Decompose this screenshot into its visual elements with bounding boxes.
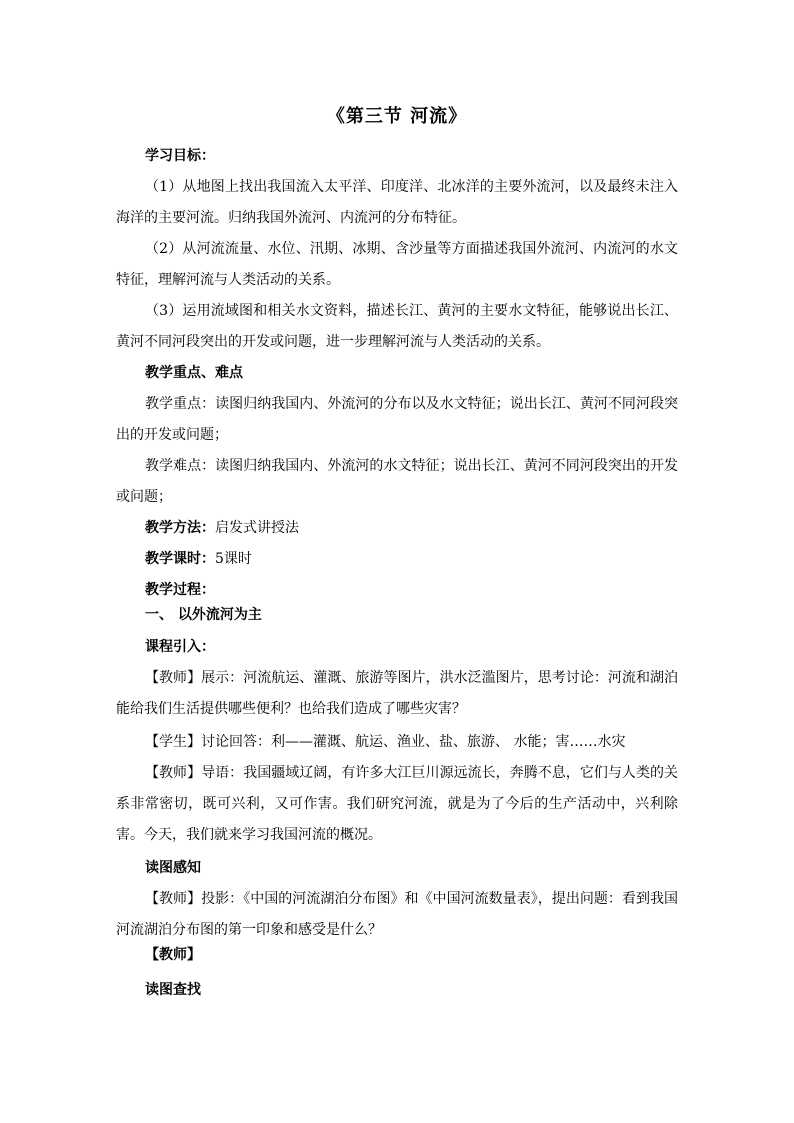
role-tag: 【教师】: [145, 670, 202, 686]
role-tag: 【教师】: [145, 765, 202, 781]
paragraph-text: 展示：河流航运、灌溉、旅游等图片，洪水泛滥图片，思考讨论：河流和湖泊能给我们生活提供哪些便利？也给我们造成了哪些灾害？: [116, 670, 678, 717]
paragraph-teacher-3: [116, 884, 678, 946]
paragraph-text: 导语：我国疆域辽阔，有许多大江巨川源远流长，奔腾不息，它们与人类的关系非常密切，既可兴利，又可作害。我们研究河流，就是为了今后的生产活动中，兴利除害。今天，我们就来学习我国河流的概况。: [116, 765, 678, 843]
teaching-difficulty: 教学难点：读图归纳我国内、外流河的水文特征；说出长江、黄河不同河段突出的开发或问题；: [116, 458, 678, 505]
teaching-hours-value: 5课时: [215, 551, 252, 567]
teaching-method-label: 教学方法：: [145, 520, 215, 536]
intro-heading: 课程引入：: [145, 639, 215, 655]
process-heading: 教学过程：: [145, 582, 215, 598]
teaching-focus: 教学重点：读图归纳我国内、外流河的分布以及水文特征；说出长江、黄河不同河段突出的开发或问题；: [116, 396, 678, 443]
paragraph-text: 讨论回答：利——灌溉、航运、渔业、盐、旅游、 水能；害……水灾: [201, 734, 626, 750]
teaching-hours: [116, 544, 678, 575]
page-title: 《第三节 河流》: [326, 106, 468, 127]
find-heading: 读图查找: [145, 982, 201, 998]
read-heading: 读图感知: [145, 860, 201, 876]
paragraph-teacher-1: [116, 663, 678, 725]
learning-goal-3: （3）运用流域图和相关水文资料，描述长江、黄河的主要水文特征，能够说出长江、黄河不同河段突出的开发或问题，进一步理解河流与人类活动的关系。: [116, 303, 678, 350]
learning-goals-heading: 学习目标：: [145, 148, 215, 164]
learning-goal-1: （1）从地图上找出我国流入太平洋、印度洋、北冰洋的主要外流河，以及最终未注入海洋的主要河流。归纳我国外流河、内流河的分布特征。: [116, 179, 678, 226]
role-tag: 【教师】: [145, 891, 202, 907]
teaching-method-value: 启发式讲授法: [215, 520, 299, 536]
paragraph-teacher-2: [116, 758, 678, 851]
key-points-heading: 教学重点、难点: [145, 365, 243, 381]
teaching-method: [116, 513, 678, 544]
learning-goal-2: （2）从河流流量、水位、汛期、冰期、含沙量等方面描述我国外流河、内流河的水文特征，理解河流与人类活动的关系。: [116, 241, 678, 288]
paragraph-text: 投影：《中国的河流湖泊分布图》和《中国河流数量表》，提出问题：看到我国河流湖泊分布图的第一印象和感受是什么？: [116, 891, 679, 938]
role-tag: 【学生】: [145, 734, 201, 750]
paragraph-student-1: [116, 727, 678, 758]
section-heading-1: 一、 以外流河为主: [145, 607, 262, 623]
paragraph-teacher-4: 【教师】: [145, 947, 201, 963]
teaching-hours-label: 教学课时：: [145, 551, 215, 567]
